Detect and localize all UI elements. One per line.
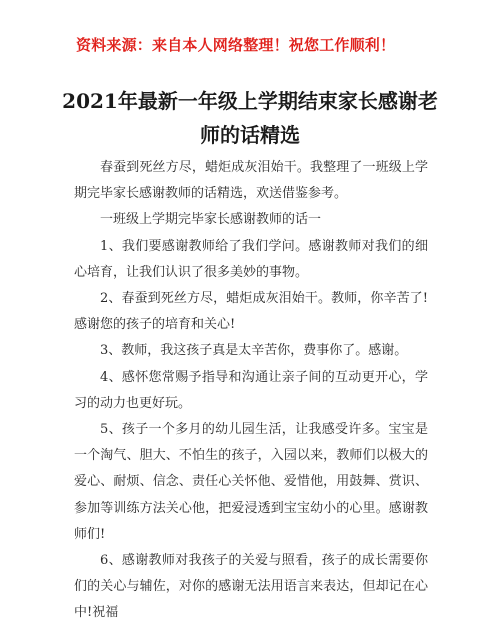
- section-heading: 一班级上学期完毕家长感谢教师的话一: [100, 212, 322, 228]
- intro-paragraph: 春蚕到死丝方尽，蜡炬成灰泪始干。我整理了一班级上学期完毕家长感谢教师的话精选，欢送借鉴参考。: [74, 160, 428, 202]
- list-item: 2、春蚕到死丝方尽，蜡炬成灰泪始干。教师，你辛苦了!感谢您的孩子的培育和关心!: [74, 291, 428, 333]
- list-item: 4、感怀您常赐予指导和沟通让亲子间的互动更开心，学习的动力也更好玩。: [74, 369, 428, 411]
- document-body: [74, 155, 428, 627]
- list-item: 6、感谢教师对我孩子的关爱与照看，孩子的成长需要你们的关心与辅佐，对你的感谢无法用语言来表达，但却记在心中!祝福: [74, 553, 428, 621]
- list-item: 3、教师，我这孩子真是太辛苦你，费事你了。感谢。: [100, 343, 408, 359]
- list-item: 1、我们要感谢教师给了我们学问。感谢教师对我们的细心培育，让我们认识了很多美妙的事物。: [74, 238, 428, 280]
- list-item: 5、孩子一个多月的幼儿园生活，让我感受许多。宝宝是一个淘气、胆大、不怕生的孩子，入园以来，教师们以极大的爱心、耐烦、信念、责任心关怀他、爱惜他，用鼓舞、赏识、参加等训练方法关心他，把爱浸透到宝宝幼小的心里。感谢教师们!: [74, 422, 428, 542]
- document-title: 2021年最新一年级上学期结束家长感谢老师的话精选: [62, 89, 438, 147]
- source-notice: 资料来源：来自本人网络整理！祝您工作顺利！: [76, 36, 396, 54]
